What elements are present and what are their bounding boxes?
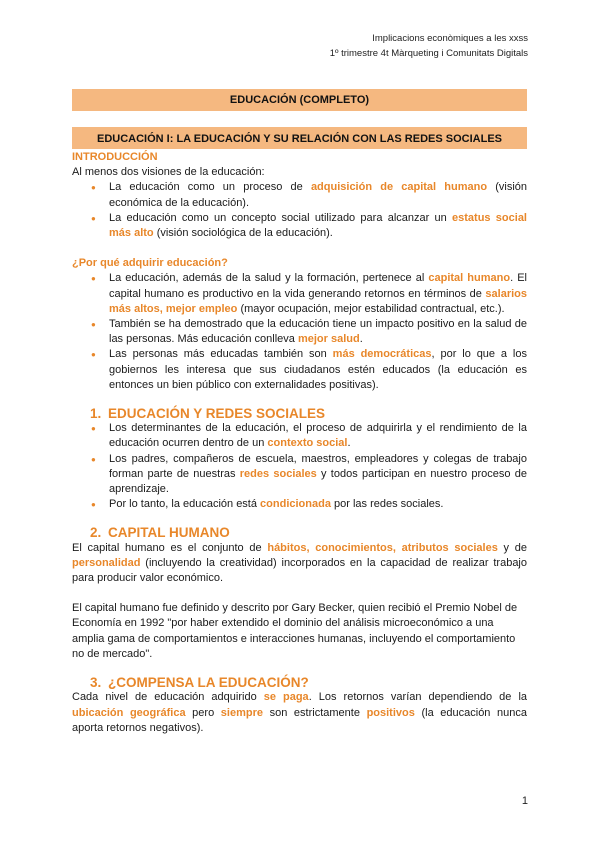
highlight: hábitos, conocimientos, atributos sociales [267,541,498,554]
section-2-paragraph-2: El capital humano fue definido y descrito por Gary Becker, quien recibió el Premio Nobel de Economía en 1992 "por haber extendido el dominio del análisis microeconómico a una amplia gama de comportamientos e interacciones humanas, incluyendo el comportamiento no de mercado". [72,602,518,660]
highlight: condicionada [260,498,331,511]
list-item: ● La educación como un proceso de adquisición de capital humano (visión económica de la educación). [72,180,527,210]
highlight: siempre [220,706,263,719]
why-heading: ¿Por qué adquirir educación? [72,257,228,270]
intro-list [72,180,527,241]
highlight: redes sociales [239,467,317,480]
highlight: se paga [263,691,309,704]
page-number: 1 [521,795,528,807]
highlight: estatus social más alto [109,211,527,240]
header-line-1: Implicacions econòmiques a les xxss [372,33,528,44]
section-1-heading: 1. EDUCACIÓN Y REDES SOCIALES [90,406,326,422]
highlight: salarios más altos, mejor empleo [109,287,527,315]
section-2-heading: 2. CAPITAL HUMANO [90,525,230,541]
highlight: positivos [366,706,415,719]
section-title-bar: EDUCACIÓN I: LA EDUCACIÓN Y SU RELACIÓN CON LAS REDES SOCIALES [72,127,527,149]
header-line-2: 1º trimestre 4t Màrqueting i Comunitats Digitals [329,48,528,59]
section-2-paragraph-1: El capital humano es el conjunto de hábitos, conocimientos, atributos sociales y de personalidad (incluyendo la creatividad) incorporados en la capacidad de realizar trabajo para producir valor económico. [72,541,527,585]
intro-lead: Al menos dos visiones de la educación: [72,166,265,179]
list-item: ● La educación como un concepto social utilizado para alcanzar un estatus social más alto (visión sociológica de la educación). [72,211,527,241]
highlight: mejor salud [297,333,360,346]
document-title-bar: EDUCACIÓN (COMPLETO) [72,89,527,111]
section-3-paragraph: Cada nivel de educación adquirido se paga. Los retornos varían dependiendo de la ubicación geográfica pero siempre son estrictamente positivos (la educación nunca aporta retornos negativos). [72,691,528,734]
intro-heading: INTRODUCCIÓN [72,151,158,163]
highlight: personalidad [72,556,141,569]
highlight: capital humano [428,272,511,285]
list-item: ● Las personas más educadas también son más democráticas, por lo que a los gobiernos les interesa que sus ciudadanos estén educados (la educación es entonces un bien público con externalidades positivas). [72,347,527,393]
list-item: ● Por lo tanto, la educación está condicionada por las redes sociales. [72,497,527,512]
highlight: ubicación geográfica [72,706,186,719]
document-body [72,150,527,736]
section-1-list [72,421,527,512]
list-item: ● También se ha demostrado que la educación tiene un impacto positivo en la salud de las personas. Más educación conlleva mejor salud. [72,317,527,347]
list-item: ● Los determinantes de la educación, el proceso de adquirirla y el rendimiento de la educación ocurren dentro de un contexto social. [72,421,527,451]
section-3-heading: 3. ¿COMPENSA LA EDUCACIÓN? [90,675,309,691]
list-item: ● Los padres, compañeros de escuela, maestros, empleadores y colegas de trabajo forman parte de nuestras redes sociales y todos participan en nuestro proceso de aprendizaje. [72,452,527,498]
page-header [330,31,528,61]
why-list [72,271,527,393]
highlight: contexto social [267,437,348,450]
list-item: ● La educación, además de la salud y la formación, pertenece al capital humano. El capital humano es productivo en la vida generando retornos en términos de salarios más altos, mejor empleo (mayor ocupación, mejor estabilidad contractual, etc.). [72,271,527,317]
highlight: adquisición de capital humano [310,181,488,194]
highlight: más democráticas [332,348,432,361]
